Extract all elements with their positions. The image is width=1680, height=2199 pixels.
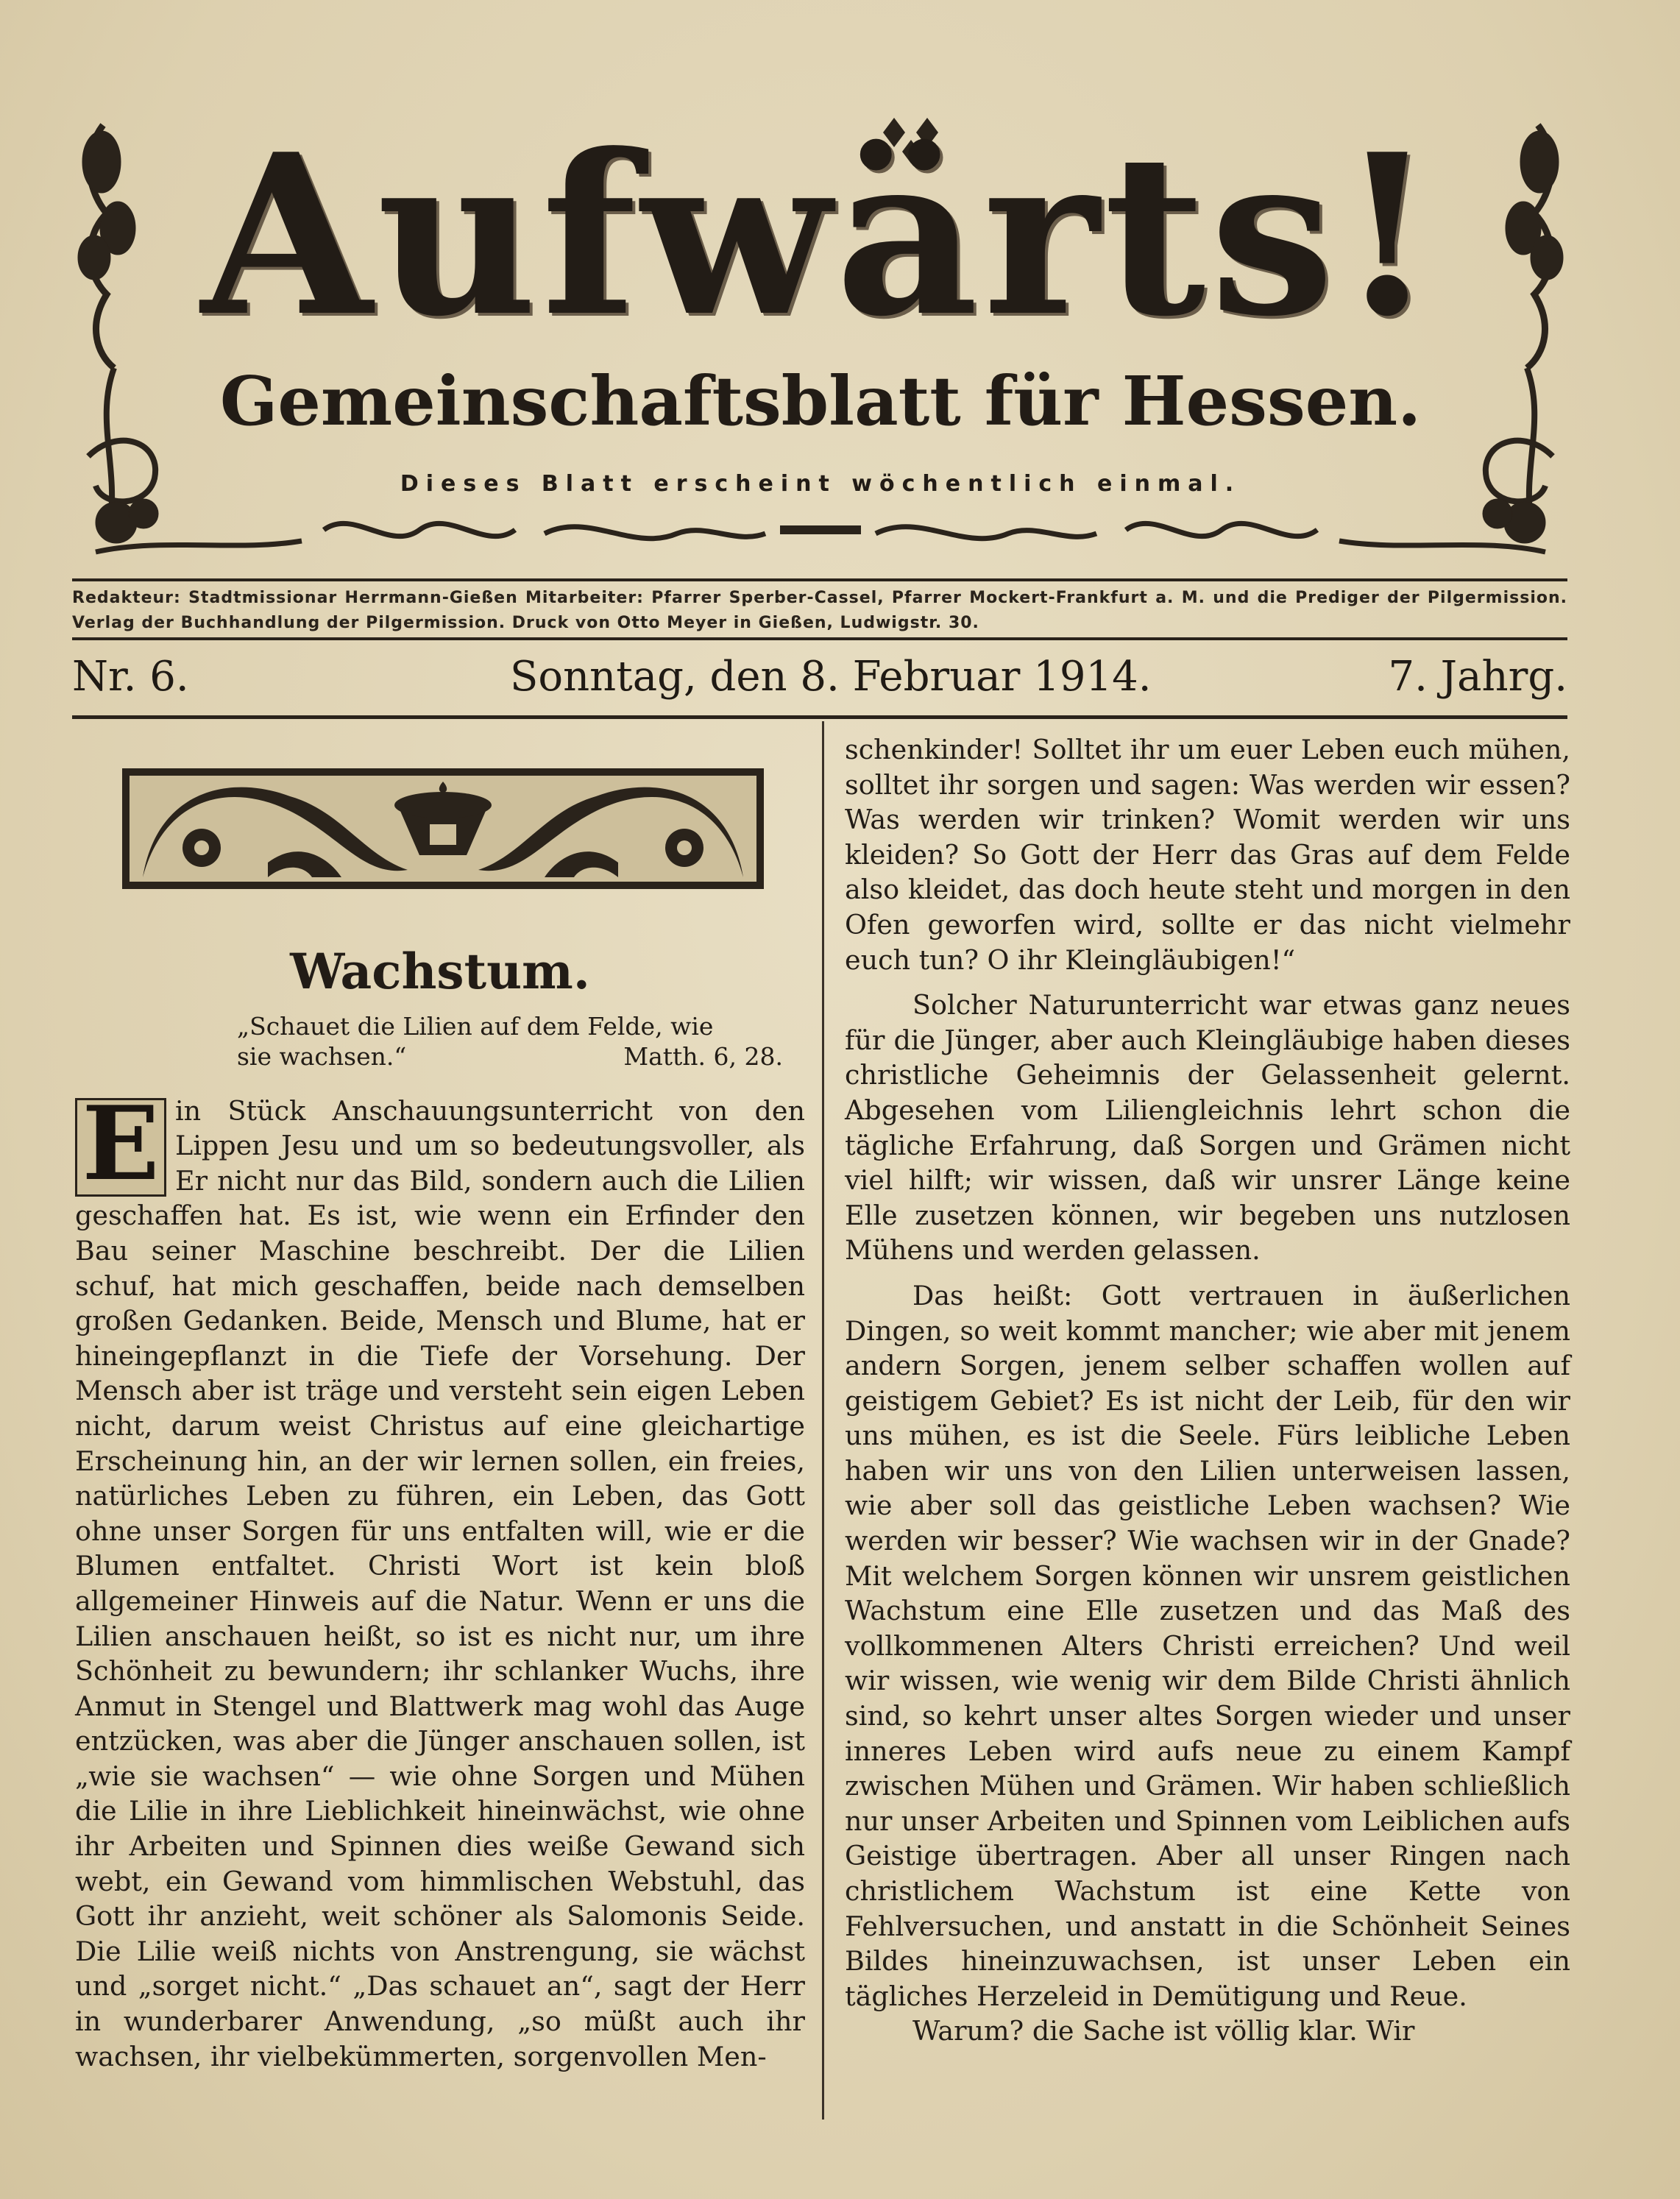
editorial-credits-text: Redakteur: Stadtmissionar Herrmann-Gießen Mitarbeiter: Pfarrer Sperber-Cassel, Pfarrer Mockert-Frankfurt a. M. und die Prediger der Pilgermission. Verlag der Buchhandlung der Pilgermission. Druck von Otto Meyer in Gießen, Ludwigstr. 30. [72,589,1567,632]
issue-volume: 7. Jahrg. [1388,653,1567,701]
publication-frequency: Dieses Blatt erscheint wöchentlich einmal. [400,471,1241,497]
article-heading: Wachstum. [290,942,590,1000]
issue-line [72,648,1567,707]
masthead-subtitle: Gemeinschaftsblatt für Hessen. [219,361,1422,441]
epigraph-line: sie wachsen.“ [237,1041,407,1071]
editorial-credits [72,578,1567,636]
drop-cap: E [75,1098,166,1197]
article-paragraph: Warum? die Sache ist völlig klar. Wir [912,2015,1415,2047]
left-column [75,729,805,2074]
issue-date: Sonntag, den 8. Februar 1914. [510,653,1152,701]
masthead [74,105,1567,567]
article-paragraph [75,1083,805,2075]
right-column [845,732,1570,2049]
issue-number: Nr. 6. [72,653,189,701]
paragraph-text: in Stück Anschauungsunterricht von den Lippen Jesu und um so bedeutungsvoller, als Er nicht nur das Bild, sondern auch die Lilien geschaffen hat. Es ist, wie wenn ein Erfinder den Bau seiner Maschine beschreibt. Der die Lilien schuf, hat mich geschaffen, beide nach demselben großen Gedanken. Beide, Mensch und Blume, hat er hineingepflanzt in die Tiefe der Vorsehung. Der Mensch aber ist träge und versteht sein eigen Leben nicht, darum weist Christus auf eine gleichartige Erscheinung hin, an der wir lernen sollen, ein freies, natürliches Leben zu führen, ein Leben, das Gott ohne unser Sorgen für uns entfalten will, wie er die Blumen entfaltet. Christi Wort ist kein bloß allgemeiner Hinweis auf die Natur. Wenn er uns die Lilien anschauen heißt, so ist es nicht nur, um ihre Schönheit zu bewundern; ihr schlanker Wuchs, ihre Anmut in Stengel und Blattwerk mag wohl das Auge entzücken, was aber die Jünger anschauen sollen, ist „wie sie wachsen“ — wie ohne Sorgen und Mühen die Lilie in ihre Lieblichkeit hineinwächst, wie ohne ihr Arbeiten und Spinnen dies weiße Gewand sich webt, ein Gewand vom himmlischen Webstuhl, das Gott ihr anzieht, weit schöner als Salomonis Seide. Die Lilie weiß nichts von Anstrengung, sie wächst und „sorget nicht.“ „Das schauet an“, sagt der Herr in wunderbarer Anwendung, „so müßt auch ihr wachsen, ihr vielbekümmerten, sorgenvollen Men- [75,1094,805,2072]
masthead-title: Aufwärts! [201,105,1440,365]
decorative-vignette [121,767,765,890]
epigraph [75,1011,805,1072]
column-divider [822,721,824,2120]
article-paragraph: Das heißt: Gott vertrauen in äußerlichen Dingen, so weit kommt mancher; wie aber mit jenem andern Sorgen, jenem selber schaffen wollen auf geistigem Gebiet? Es ist nicht der Leib, für den wir uns mühen, es ist die Seele. Fürs leibliche Leben haben wir uns von den Lilien unterweisen lassen, wie aber soll das geistliche Leben wachsen? Wie werden wir besser? Wie wachsen wir in der Gnade? Mit welchem Sorgen können wir unsrem geistlichen Wachstum eine Elle zusetzen und das Maß des vollkommenen Alters Christi erreichen? Und weil wir wissen, wie wenig wir dem Bilde Christi ähnlich sind, so kehrt unser altes Sorgen wieder und unser inneres Leben wird aufs neue zu einem Kampf zwischen Mühen und Grämen. Wir haben schließlich nur unser Arbeiten und Spinnen vom Leiblichen aufs Geistige übertragen. Aber all unser Ringen nach christlichem Wachstum ist eine Kette von Fehlversuchen, und anstatt in die Schönheit Seines Bildes hineinzuwachsen, ist unser Leben ein tägliches Herzeleid in Demütigung und Reue. [845,1279,1570,2012]
bottom-scroll-ornament [324,523,1317,538]
rule [72,637,1567,640]
rule [72,715,1567,719]
article-paragraph: schenkinder! Solltet ihr um euer Leben euch mühen, solltet ihr sorgen und sagen: Was werden wir essen? Was werden wir trinken? Womit werden wir uns kleiden? So Gott der Herr das Gras auf dem Felde also kleidet, das doch heute steht und morgen in den Ofen geworfen wird, sollte er das nicht vielmehr euch tun? O ihr Kleingläubigen!“ [845,734,1570,976]
epigraph-reference: Matth. 6, 28. [623,1041,783,1071]
article-paragraph: Solcher Naturunterricht war etwas ganz neues für die Jünger, aber auch Kleingläubige haben dieses christliche Geheimnis der Gelassenheit gelernt. Abgesehen vom Liliengleichnis lehrt schon die tägliche Erfahrung, daß Sorgen und Grämen nicht viel hilft; wir wissen, daß wir unsrer Länge keine Elle zusetzen können, wir begeben uns nutzlosen Mühens und werden gelassen. [845,989,1570,1267]
epigraph-line: „Schauet die Lilien auf dem Felde, wie [237,1011,714,1041]
